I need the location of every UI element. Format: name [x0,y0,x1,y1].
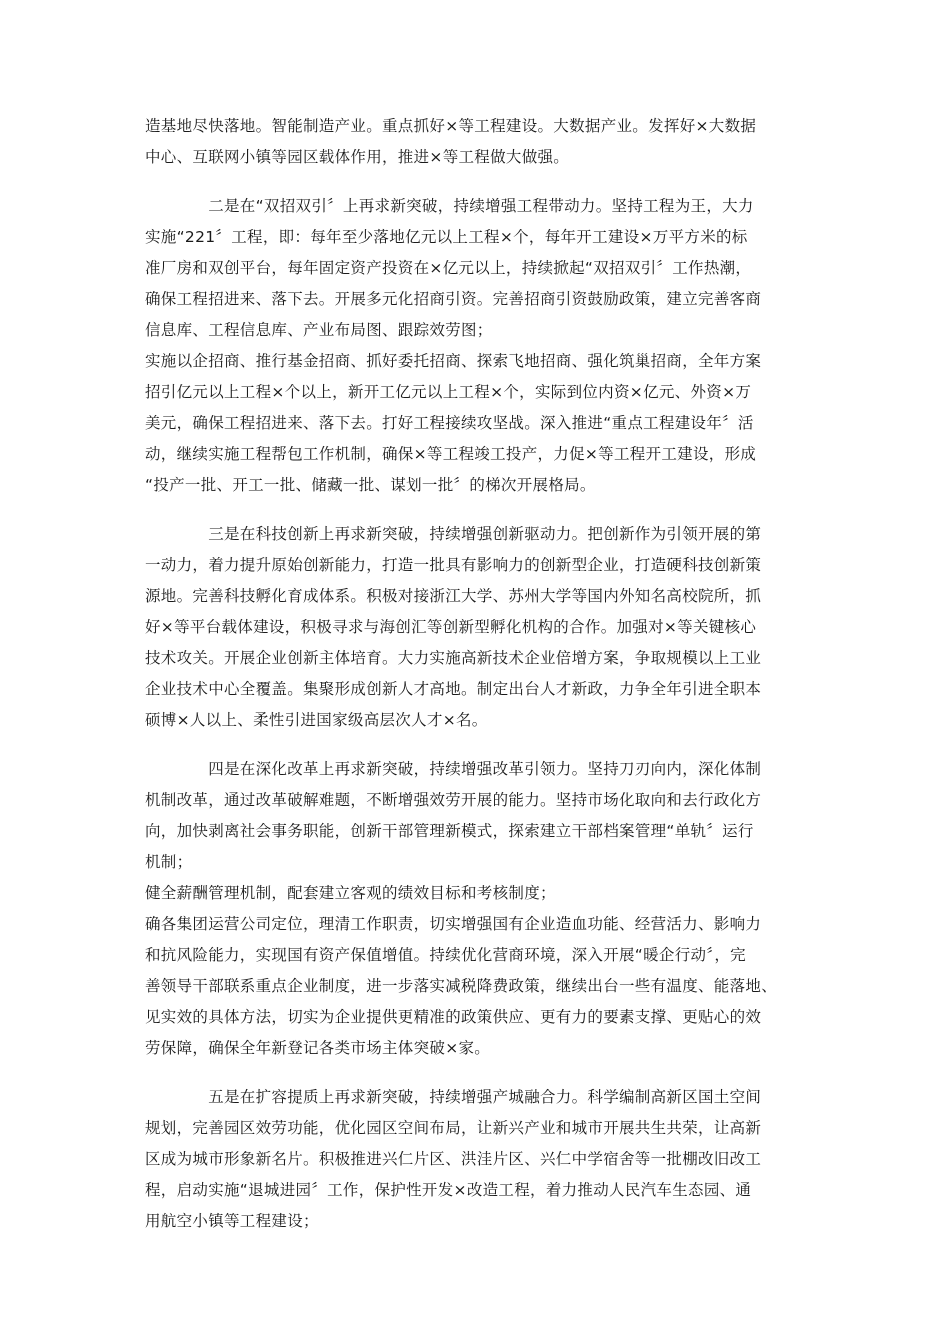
paragraph-spacer [145,501,810,519]
paragraph-spacer [145,1064,810,1082]
paragraph-five: 五是在扩容提质上再求新突破，持续增强产城融合力。科学编制高新区国土空间 规划，完善园区效劳功能，优化园区空间布局，让新兴产业和城市开展共生共荣，让高新 区成为城市形象新名片。积极推进兴仁片区、洪洼片区、兴仁中学宿舍等一批棚改旧改工 程，启动实施“退城进园〞工作，保护性开发×改造工程，着力推动人民汽车生态园、通 用航空小镇等工程建设； [145,1088,762,1230]
paragraph-spacer [145,173,810,191]
body-text [145,111,810,1237]
paragraph-two: 二是在“双招双引〞上再求新突破，持续增强工程带动力。坚持工程为王，大力 实施“221〞工程，即：每年至少落地亿元以上工程×个，每年开工建设×万平方米的标 准厂房和双创平台，每年固定资产投资在×亿元以上，持续掀起“双招双引〞工作热潮， 确保工程招进来、落下去。开展多元化招商引资。完善招商引资鼓励政策，建立完善客商 信息库、工程信息库、产业布局图、跟踪效劳图； 实施以企招商、推行基金招商、抓好委托招商、探索飞地招商、强化筑巢招商，全年方案 招引亿元以上工程×个以上，新开工亿元以上工程×个，实际到位内资×亿元、外资×万 美元，确保工程招进来、落下去。打好工程接续攻坚战。深入推进“重点工程建设年〞活 动，继续实施工程帮包工作机制，确保×等工程竣工投产，力促×等工程开工建设，形成 “投产一批、开工一批、储藏一批、谋划一批〞的梯次开展格局。 [145,197,762,494]
paragraph-spacer [145,736,810,754]
paragraph-four: 四是在深化改革上再求新突破，持续增强改革引领力。坚持刀刃向内，深化体制 机制改革，通过改革破解难题，不断增强效劳开展的能力。坚持市场化取向和去行政化方 向，加快剥离社会事务职能，创新干部管理新模式，探索建立干部档案管理“单轨〞运行 机制； 健全薪酬管理机制，配套建立客观的绩效目标和考核制度； 确各集团运营公司定位，理清工作职责，切实增强国有企业造血功能、经营活力、影响力 和抗风险能力，实现国有资产保值增值。持续优化营商环境，深入开展“暖企行动〞，完 善领导干部联系重点企业制度，进一步落实减税降费政策，继续出台一些有温度、能落地、 见实效的具体方法，切实为企业提供更精准的政策供应、更有力的要素支撑、更贴心的效 劳保障，确保全年新登记各类市场主体突破×家。 [145,760,778,1057]
paragraph-intro: 造基地尽快落地。智能制造产业。重点抓好×等工程建设。大数据产业。发挥好×大数据 中心、互联网小镇等园区载体作用，推进×等工程做大做强。 [145,117,757,166]
paragraph-three: 三是在科技创新上再求新突破，持续增强创新驱动力。把创新作为引领开展的第 一动力，着力提升原始创新能力，打造一批具有影响力的创新型企业，打造硬科技创新策 源地。完善科技孵化育成体系。积极对接浙江大学、苏州大学等国内外知名高校院所，抓 好×等平台载体建设，积极寻求与海创汇等创新型孵化机构的合作。加强对×等关键核心 技术攻关。开展企业创新主体培育。大力实施高新技术企业倍增方案，争取规模以上工业 企业技术中心全覆盖。集聚形成创新人才高地。制定出台人才新政，力争全年引进全职本 硕博×人以上、柔性引进国家级高层次人才×名。 [145,525,762,729]
